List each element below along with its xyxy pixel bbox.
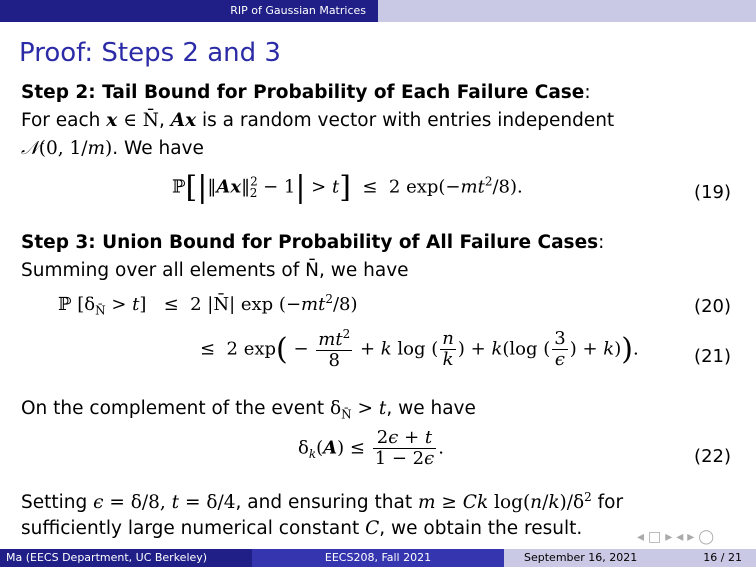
step3-heading-colon: : bbox=[598, 232, 605, 253]
equation-21-number: (21) bbox=[694, 346, 731, 367]
step3-heading: Step 3: Union Bound for Probability of All Failure Cases bbox=[21, 232, 599, 253]
frac-eq22: $\frac{2\epsilon + t}{1 - 2\epsilon}$ bbox=[374, 427, 435, 469]
header-bar bbox=[0, 0, 756, 22]
nav-search-icon[interactable]: ◯ bbox=[698, 529, 718, 545]
math-C: C bbox=[365, 518, 380, 539]
step2-text-line2 bbox=[21, 138, 204, 159]
header-short-title[interactable]: RIP of Gaussian Matrices bbox=[230, 4, 366, 17]
navigation-symbols[interactable] bbox=[637, 529, 718, 545]
footer-date: September 16, 2021 bbox=[524, 551, 638, 564]
step2-heading-line bbox=[21, 82, 591, 103]
header-right-panel bbox=[378, 0, 756, 22]
setting-text-b: , and ensuring that bbox=[235, 492, 418, 514]
final-text-a: sufficiently large numerical constant bbox=[21, 518, 366, 539]
equation-19: ℙ[|‖Ax‖$^2_2$ − 1| > t] ≤ 2 $\exp(-mt^2/8)$. bbox=[172, 170, 523, 205]
step2-heading: Step 2: Tail Bound for Probability of Each Failure Case bbox=[21, 82, 585, 103]
complement-line bbox=[21, 398, 476, 422]
final-line bbox=[21, 518, 582, 539]
equation-22: $\delta_k(A)$ ≤ $\frac{2\epsilon + t}{1 - 2\epsilon}$ . bbox=[298, 427, 444, 469]
footer-course: EECS208, Fall 2021 bbox=[252, 549, 504, 567]
nav-frame-icon[interactable]: ◂□▸ bbox=[636, 529, 677, 545]
math-normal-dist: 𝒩(0, 1/m) bbox=[21, 138, 113, 159]
slide-title: Proof: Steps 2 and 3 bbox=[19, 38, 281, 68]
setting-text-a: Setting bbox=[21, 492, 94, 514]
step2-text-line1 bbox=[21, 110, 614, 131]
math-event: $\delta_{N̄} > t$ bbox=[329, 398, 387, 422]
footer-page-number: 16 / 21 bbox=[703, 551, 742, 564]
math-x-in-nbar: x ∈ N̄ bbox=[106, 110, 159, 131]
nav-section-icon[interactable]: ◂▸ bbox=[676, 529, 699, 545]
step2-text-b: , bbox=[158, 110, 171, 131]
step2-text-d: . We have bbox=[112, 138, 204, 159]
footer-author: Ma (EECS Department, UC Berkeley) bbox=[0, 549, 252, 567]
complement-text-b: , we have bbox=[386, 398, 476, 419]
equation-20-number: (20) bbox=[694, 296, 731, 317]
setting-line bbox=[21, 490, 623, 513]
step2-text-a: For each bbox=[21, 110, 107, 131]
frac-n-over-k: $\frac{n}{k}$ bbox=[442, 328, 454, 370]
equation-19-number: (19) bbox=[694, 182, 731, 203]
step2-heading-colon: : bbox=[584, 82, 591, 103]
math-m-bound: m ≥ Ck $\log(n/k)/\delta^2$ bbox=[417, 490, 592, 514]
footer-right-panel bbox=[504, 549, 756, 567]
frac-mt2-over-8: $\frac{mt^2}{8}$ bbox=[318, 327, 351, 371]
math-eps-t: ϵ = δ/8, t = δ/4 bbox=[93, 492, 236, 514]
footer-bar bbox=[0, 549, 756, 567]
equation-20: ℙ $[\delta_{N̄} > t] \le 2$ |N̄| $\exp (-mt^2/8)$ bbox=[58, 292, 358, 318]
equation-21: ≤ 2 exp( − $\frac{mt^2}{8}$ + k log ( $\frac{n}{k}$ ) + k(log ( $\frac{3}{\epsilon}$ ) + k)). bbox=[200, 327, 639, 371]
final-text-b: , we obtain the result. bbox=[379, 518, 583, 539]
complement-text-a: On the complement of the event bbox=[21, 398, 330, 419]
step2-text-c: is a random vector with entries independent bbox=[196, 110, 615, 131]
equation-22-number: (22) bbox=[694, 446, 731, 467]
step3-heading-line bbox=[21, 232, 604, 253]
math-ax: Ax bbox=[170, 110, 197, 131]
step3-text: Summing over all elements of N̄, we have bbox=[21, 260, 409, 281]
setting-text-c: for bbox=[591, 492, 624, 514]
frac-3-over-eps: $\frac{3}{\epsilon}$ bbox=[554, 328, 566, 370]
